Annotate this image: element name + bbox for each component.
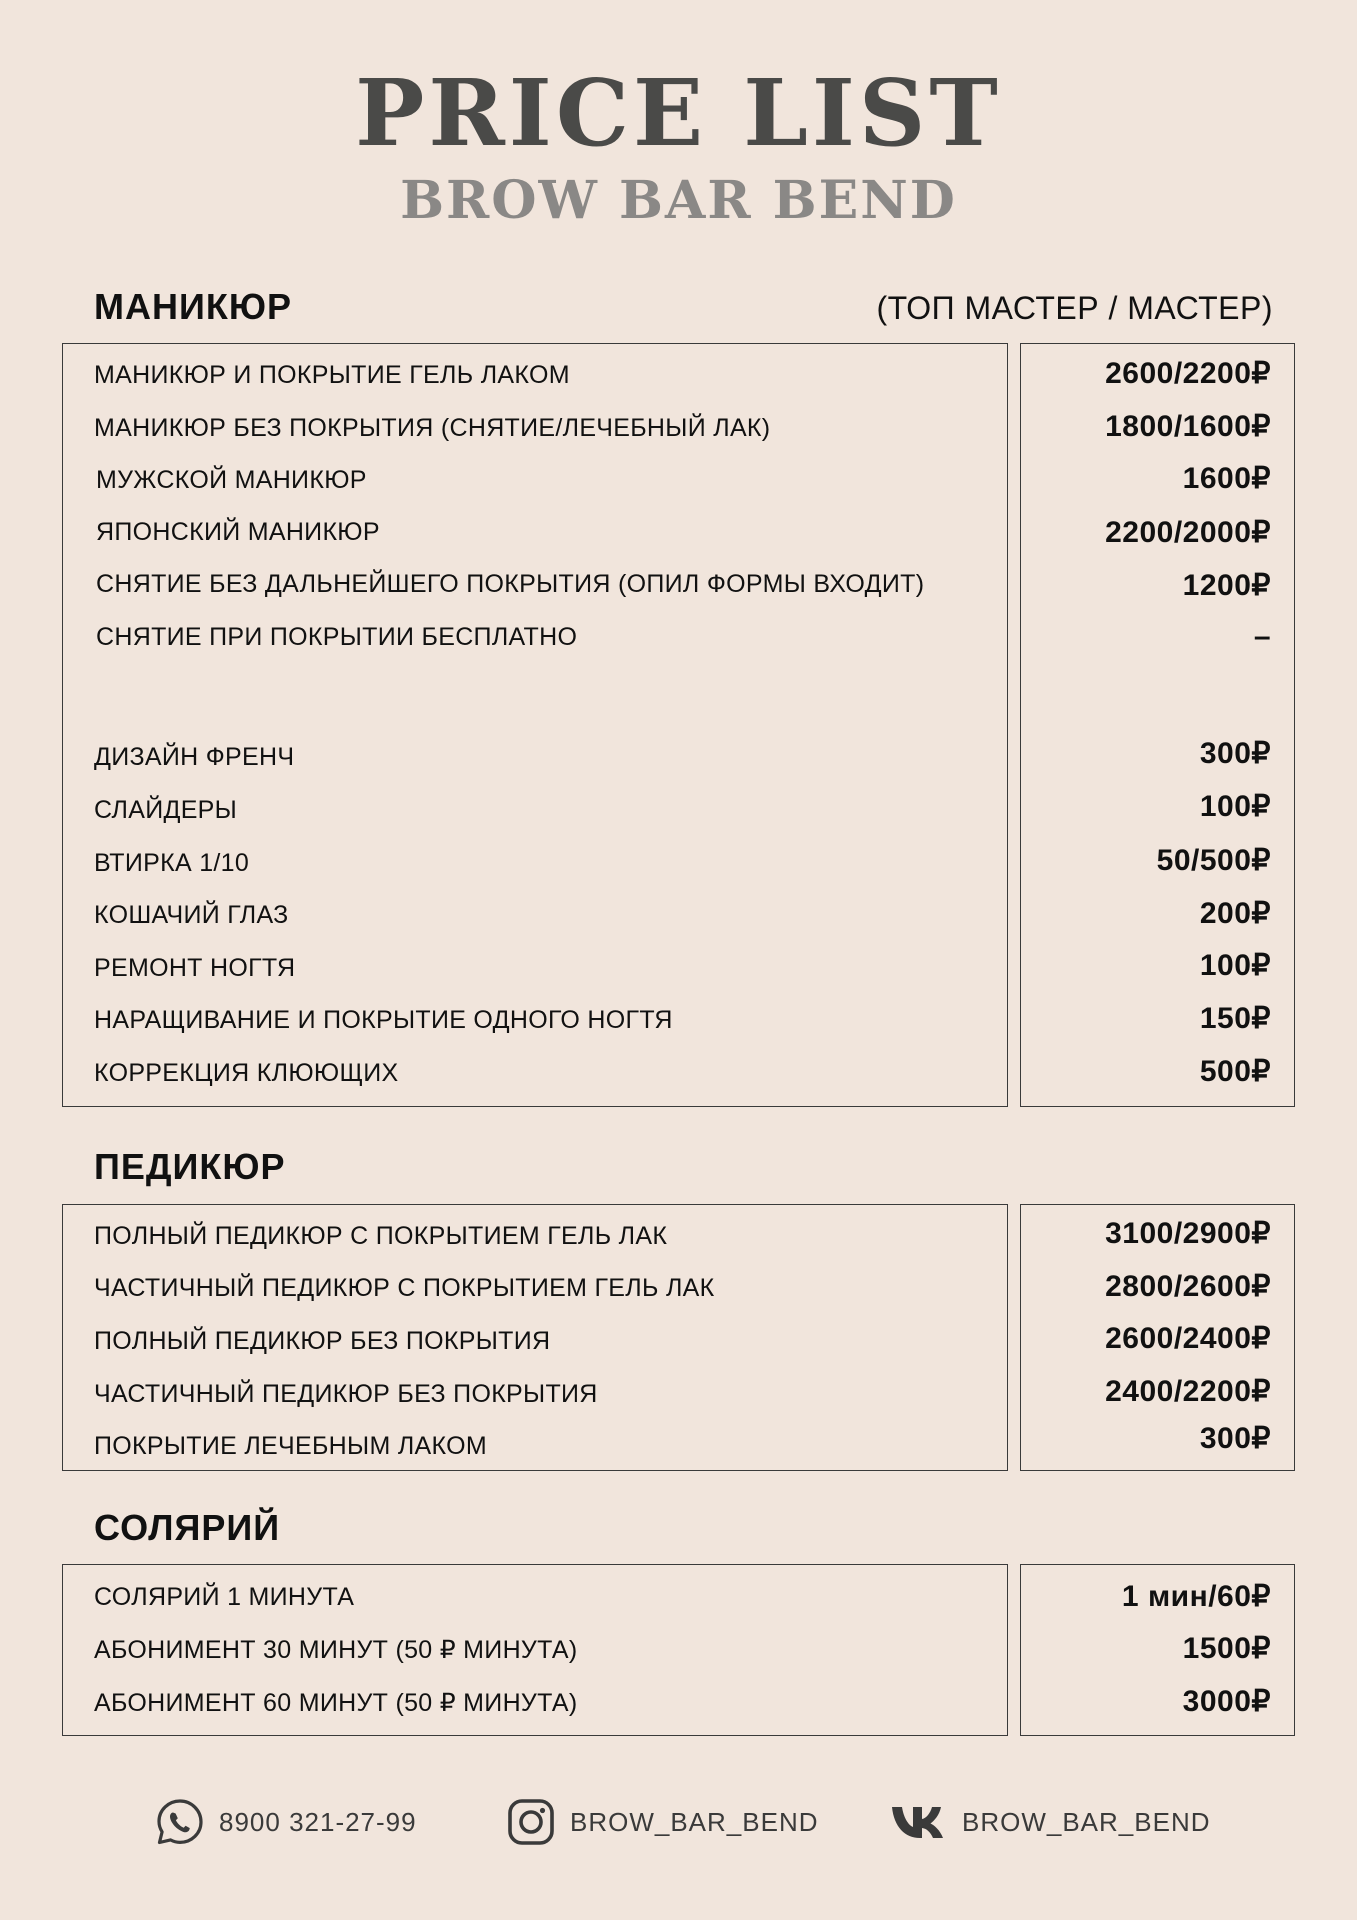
pedicure-item-price: 2400/2200₽ bbox=[1105, 1375, 1271, 1408]
footer-vk[interactable] bbox=[890, 1796, 1211, 1848]
manicure-item-price: 1800/1600₽ bbox=[1105, 410, 1271, 443]
manicure-item-price: 500₽ bbox=[1199, 1055, 1271, 1088]
manicure-item-label: СНЯТИЕ ПРИ ПОКРЫТИИ БЕСПЛАТНО bbox=[96, 623, 578, 651]
manicure-item-label: МАНИКЮР БЕЗ ПОКРЫТИЯ (СНЯТИЕ/ЛЕЧЕБНЫЙ ЛАК) bbox=[94, 414, 771, 442]
manicure-item-label: КОШАЧИЙ ГЛАЗ bbox=[94, 901, 289, 929]
manicure-item-price: 1600₽ bbox=[1182, 462, 1271, 495]
page-title: PRICE LIST bbox=[355, 59, 1002, 167]
page-subtitle: BROW BAR BEND bbox=[400, 170, 957, 231]
pedicure-item-label: ЧАСТИЧНЫЙ ПЕДИКЮР БЕЗ ПОКРЫТИЯ bbox=[94, 1380, 598, 1408]
instagram-icon bbox=[506, 1797, 556, 1847]
manicure-item-price: 50/500₽ bbox=[1156, 844, 1271, 877]
solarium-item-label: АБОНИМЕНТ 60 МИНУТ (50 ₽ МИНУТА) bbox=[94, 1689, 578, 1717]
vk-icon bbox=[890, 1797, 948, 1847]
manicure-item-label: МАНИКЮР И ПОКРЫТИЕ ГЕЛЬ ЛАКОМ bbox=[94, 361, 570, 389]
solarium-item-price: 1 мин/60₽ bbox=[1121, 1580, 1271, 1613]
manicure-item-price: 300₽ bbox=[1199, 737, 1271, 770]
phone-number: 8900 321-27-99 bbox=[219, 1806, 417, 1837]
manicure-item-label: СНЯТИЕ БЕЗ ДАЛЬНЕЙШЕГО ПОКРЫТИЯ (ОПИЛ ФОРМЫ ВХОДИТ) bbox=[96, 570, 925, 598]
manicure-item-label: НАРАЩИВАНИЕ И ПОКРЫТИЕ ОДНОГО НОГТЯ bbox=[94, 1006, 673, 1034]
instagram-handle: BROW_BAR_BEND bbox=[570, 1806, 819, 1837]
manicure-prices-box bbox=[1020, 343, 1295, 1107]
pedicure-heading: ПЕДИКЮР bbox=[94, 1146, 286, 1187]
manicure-item-price: 150₽ bbox=[1199, 1002, 1271, 1035]
solarium-item-price: 1500₽ bbox=[1182, 1632, 1271, 1665]
pedicure-item-label: ПОКРЫТИЕ ЛЕЧЕБНЫМ ЛАКОМ bbox=[94, 1432, 487, 1460]
manicure-item-label: ЯПОНСКИЙ МАНИКЮР bbox=[96, 518, 380, 546]
pedicure-item-label: ПОЛНЫЙ ПЕДИКЮР БЕЗ ПОКРЫТИЯ bbox=[94, 1327, 551, 1355]
manicure-services-box bbox=[62, 343, 1008, 1107]
manicure-item-label: ДИЗАЙН ФРЕНЧ bbox=[94, 743, 295, 771]
pedicure-item-label: ЧАСТИЧНЫЙ ПЕДИКЮР С ПОКРЫТИЕМ ГЕЛЬ ЛАК bbox=[94, 1274, 715, 1302]
manicure-item-price: 100₽ bbox=[1199, 949, 1271, 982]
manicure-item-price: 100₽ bbox=[1199, 790, 1271, 823]
manicure-item-label: МУЖСКОЙ МАНИКЮР bbox=[96, 466, 367, 494]
pedicure-item-price: 300₽ bbox=[1199, 1422, 1271, 1455]
manicure-column-note: (ТОП МАСТЕР / МАСТЕР) bbox=[876, 290, 1273, 326]
manicure-item-price: 2200/2000₽ bbox=[1105, 516, 1271, 549]
manicure-item-price: 2600/2200₽ bbox=[1105, 357, 1271, 390]
manicure-item-label: СЛАЙДЕРЫ bbox=[94, 796, 238, 824]
solarium-item-label: АБОНИМЕНТ 30 МИНУТ (50 ₽ МИНУТА) bbox=[94, 1636, 578, 1664]
solarium-item-label: СОЛЯРИЙ 1 МИНУТА bbox=[94, 1583, 355, 1611]
whatsapp-icon bbox=[155, 1797, 205, 1847]
pedicure-item-price: 2800/2600₽ bbox=[1105, 1270, 1271, 1303]
pedicure-item-price: 2600/2400₽ bbox=[1105, 1322, 1271, 1355]
footer-phone[interactable] bbox=[155, 1796, 417, 1848]
manicure-item-price: – bbox=[1253, 620, 1271, 653]
solarium-item-price: 3000₽ bbox=[1182, 1685, 1271, 1718]
footer-instagram[interactable] bbox=[506, 1796, 819, 1848]
manicure-item-label: ВТИРКА 1/10 bbox=[94, 849, 250, 877]
vk-handle: BROW_BAR_BEND bbox=[962, 1806, 1211, 1837]
manicure-heading: МАНИКЮР bbox=[94, 286, 292, 327]
pedicure-item-label: ПОЛНЫЙ ПЕДИКЮР С ПОКРЫТИЕМ ГЕЛЬ ЛАК bbox=[94, 1222, 668, 1250]
pedicure-item-price: 3100/2900₽ bbox=[1105, 1217, 1271, 1250]
manicure-item-price: 200₽ bbox=[1199, 897, 1271, 930]
manicure-item-price: 1200₽ bbox=[1182, 569, 1271, 602]
manicure-item-label: КОРРЕКЦИЯ КЛЮЮЩИХ bbox=[94, 1059, 399, 1087]
manicure-item-label: РЕМОНТ НОГТЯ bbox=[94, 954, 296, 982]
solarium-heading: СОЛЯРИЙ bbox=[94, 1507, 281, 1548]
